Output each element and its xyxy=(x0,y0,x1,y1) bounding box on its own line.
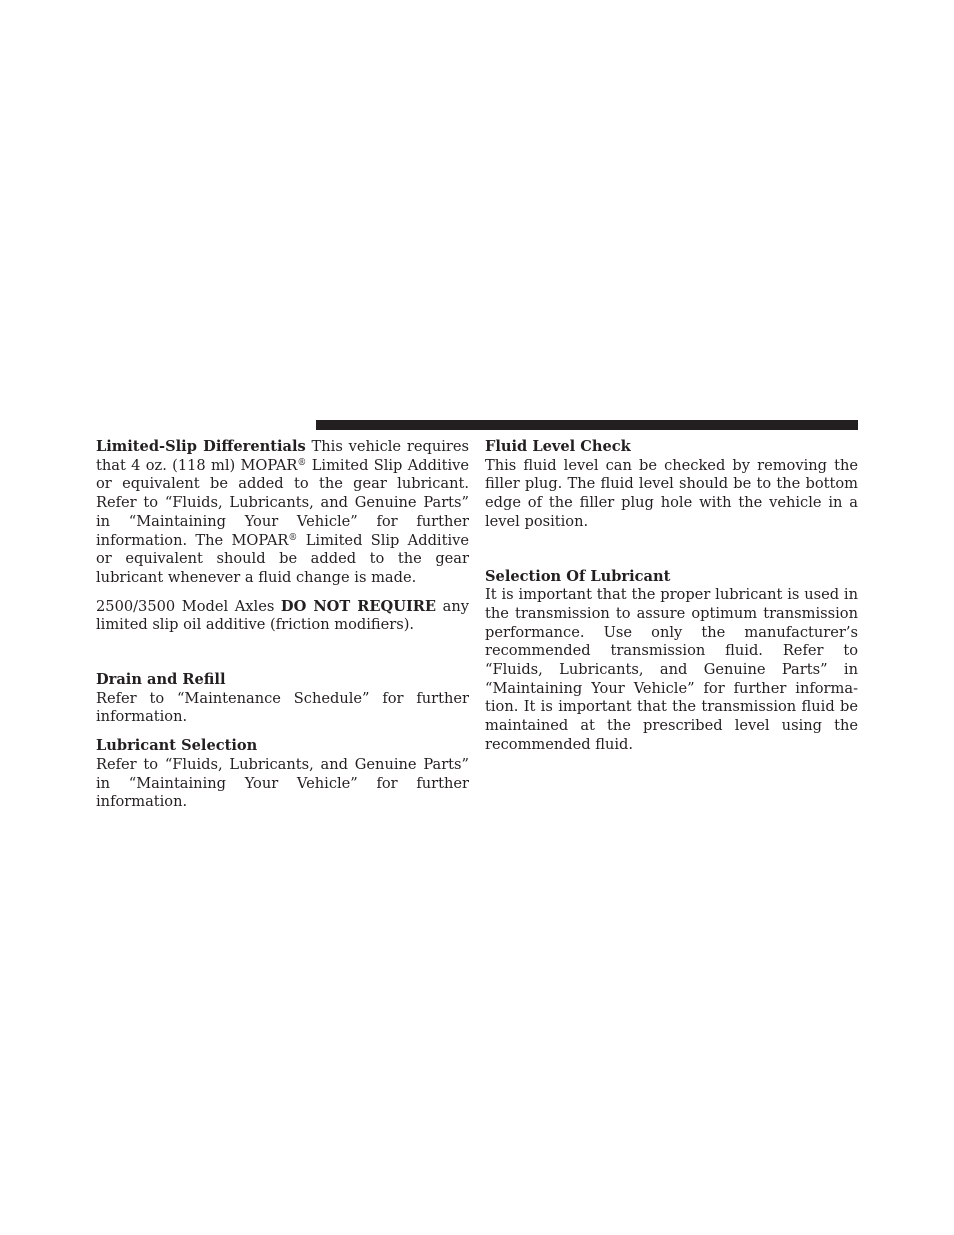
axles-text-pre: 2500/3500 Model Axles xyxy=(96,597,281,615)
drain-refill-heading: Drain and Refill xyxy=(96,671,226,689)
limited-slip-text-2: Limited Slip Additive or equivalent be added to the gear lubricant. Refer to “Fluids, Lubricants, and Genuine Parts” in “Maintaining Your Vehicle” for further information. The MOPAR xyxy=(96,456,469,549)
registered-mark-2: ® xyxy=(288,532,298,543)
limited-slip-text-3: Limited Slip Additive or equivalent should be added to the gear lubricant whenever a fluid change is made. xyxy=(96,531,469,586)
registered-mark-1: ® xyxy=(297,457,307,468)
axles-warning: DO NOT REQUIRE xyxy=(280,597,437,615)
lubricant-selection-text: Refer to “Fluids, Lubricants, and Genuine Parts” in “Maintaining Your Vehicle” for further information. xyxy=(96,755,469,811)
left-column xyxy=(96,438,469,812)
axles-text-post: any limited slip oil additive (friction modifiers). xyxy=(96,597,469,634)
limited-slip-heading: Limited-Slip Differentials xyxy=(96,438,306,455)
selection-lubricant-text: It is important that the proper lubricant is used in the transmission to assure optimum transmission performance. Use only the manufacturer’s recommended transmission fluid. Refer to “Fluids, Lubricants, and Genuine Parts” in “Maintaining Your Vehicle” for further information. It is important that the transmission fluid be maintained at the prescribed level using the recommended fluid. xyxy=(485,586,858,753)
limited-slip-text-1: This vehicle requires that 4 oz. (118 ml) MOPAR xyxy=(96,438,469,474)
axles-paragraph xyxy=(96,598,469,635)
selection-lubricant-heading: Selection Of Lubricant xyxy=(485,567,671,585)
fluid-level-heading: Fluid Level Check xyxy=(485,438,631,455)
drain-refill-text: Refer to “Maintenance Schedule” for further information. xyxy=(96,689,469,726)
fluid-level-text: This fluid level can be checked by removing the filler plug. The fluid level should be to the bottom edge of the filler plug hole with the vehicle in a level position. xyxy=(485,456,858,530)
section-header-rule xyxy=(316,420,858,430)
right-column xyxy=(485,438,858,755)
lubricant-selection-heading: Lubricant Selection xyxy=(96,737,258,755)
limited-slip-paragraph xyxy=(96,438,469,588)
